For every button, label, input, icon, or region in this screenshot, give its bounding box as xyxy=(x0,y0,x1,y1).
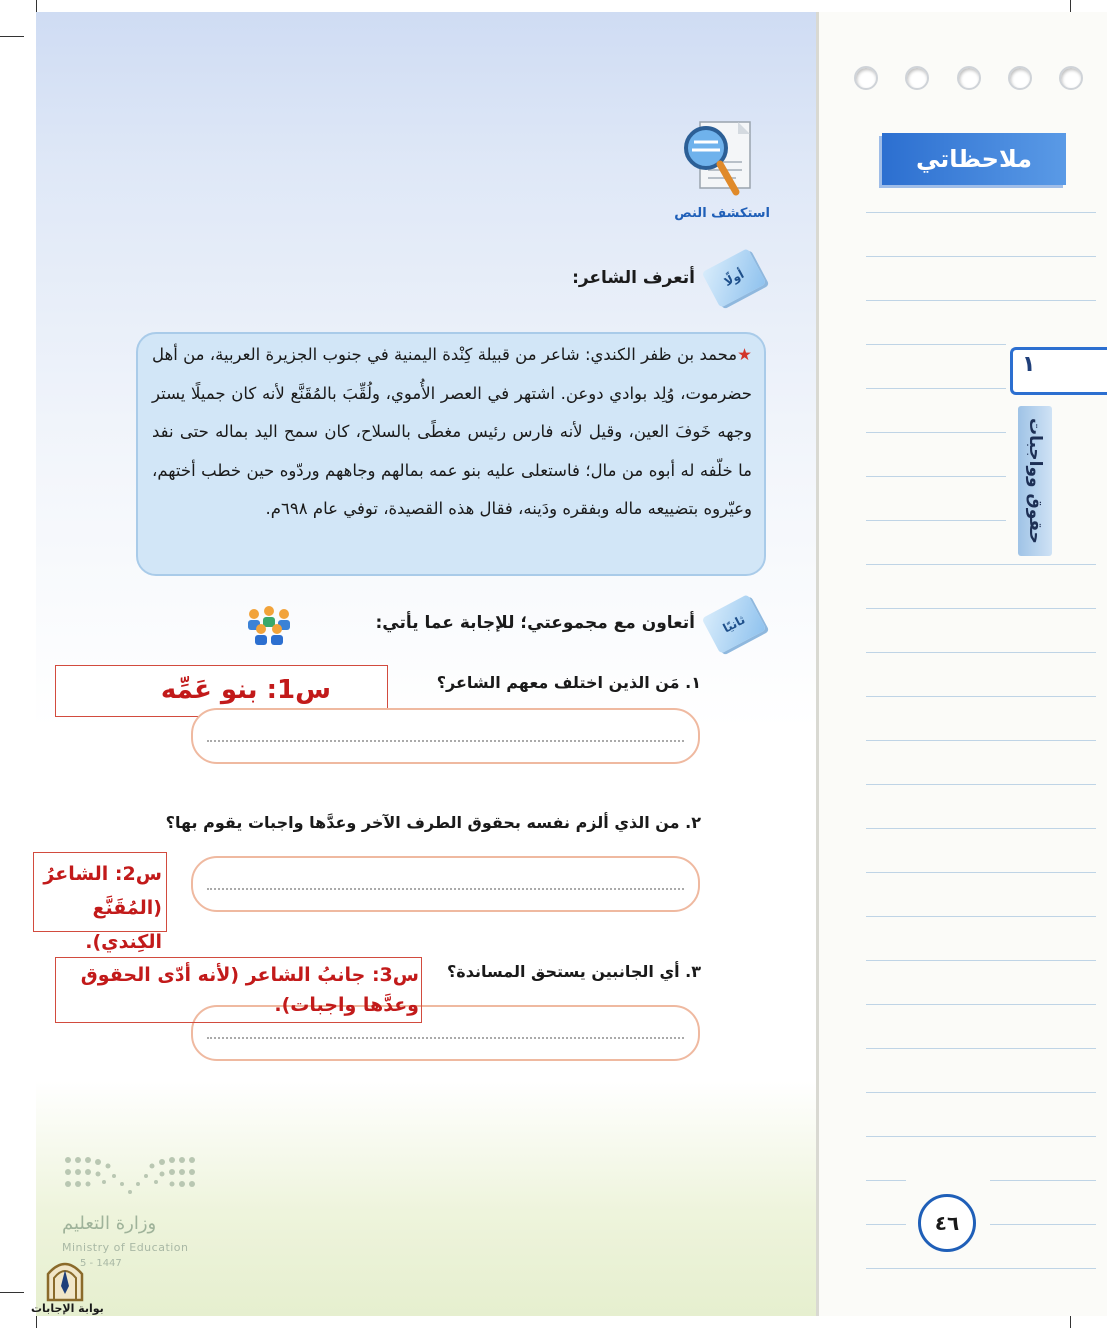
answer-field-1[interactable] xyxy=(191,708,700,764)
answer-field-2[interactable] xyxy=(191,856,700,912)
dotted-line xyxy=(207,1037,684,1039)
note-line xyxy=(866,344,1006,345)
answer-3: س3: جانبُ الشاعر (لأنه أدّى الحقوق وعدَّها واجبات). xyxy=(55,957,422,1023)
notes-title: ملاحظاتي xyxy=(882,133,1066,185)
brand-emblem-icon xyxy=(44,1256,86,1302)
crop-mark xyxy=(0,36,24,37)
dotted-line xyxy=(207,888,684,890)
note-line xyxy=(866,564,1096,565)
binder-ring xyxy=(1008,66,1032,90)
note-line xyxy=(866,300,1096,301)
note-line xyxy=(866,1180,906,1181)
crop-mark xyxy=(0,1292,24,1293)
unit-number: ١ xyxy=(1022,352,1036,377)
section-title-group: أتعاون مع مجموعتي؛ للإجابة عما يأتي: xyxy=(375,613,695,633)
note-line xyxy=(866,740,1096,741)
ministry-year: 5 - 1447 xyxy=(80,1258,122,1269)
answer-2: س2: الشاعرُ (المُقَنَّع الكِندي). xyxy=(33,852,167,932)
note-line xyxy=(866,872,1096,873)
magnifier-document-icon xyxy=(682,118,758,198)
note-line xyxy=(866,520,1006,521)
note-line xyxy=(866,696,1096,697)
unit-title: حقوق وواجبات xyxy=(1025,418,1045,544)
note-line xyxy=(866,476,1006,477)
binder-ring xyxy=(957,66,981,90)
poet-bio-paragraph: محمد بن ظفر الكندي: شاعر من قبيلة كِنْدة اليمنية في جنوب الجزيرة العربية، من أهل حضرموت، وُلِد بوادي دوعن. اشتهر في العصر الأُموي، ولُقِّبَ بالمُقَنَّع لأنه كان جميلًا يستر وجهه خَوفَ العين، وقيل لأنه فارس رئيس مغطًى بالسلاح، كان سمح اليد بماله حتى نفد ما خلّفه له أبوه من مال؛ فاستعلى عليه بنو عمه بمالهم وجاههم وردّوه حين خطب أختهم، وعيّروه بتضييعه ماله وبفقره ودَينه، فقال هذه القصيدة، توفي عام ٦٩٨م. xyxy=(152,345,752,518)
note-line xyxy=(866,960,1096,961)
note-line xyxy=(866,212,1096,213)
section-flag-first: أولًا xyxy=(702,248,767,308)
note-line xyxy=(866,828,1096,829)
note-line xyxy=(866,432,1006,433)
note-line xyxy=(866,1048,1096,1049)
note-line xyxy=(866,784,1096,785)
group-people-icon xyxy=(244,604,294,646)
note-line xyxy=(866,1268,1096,1269)
ministry-logo-icon xyxy=(62,1152,198,1202)
question-2: ٢. من الذي ألزم نفسه بحقوق الطرف الآخر وعدَّها واجبات يقوم بها؟ xyxy=(165,813,701,832)
ministry-name-english: Ministry of Education xyxy=(62,1241,189,1254)
note-line xyxy=(866,1004,1096,1005)
note-line xyxy=(990,1224,1096,1225)
section-flag-second: ثانيًا xyxy=(702,594,767,654)
note-line xyxy=(866,652,1096,653)
note-line xyxy=(866,608,1096,609)
note-line xyxy=(866,1092,1096,1093)
binder-ring xyxy=(1059,66,1083,90)
ministry-name-arabic: وزارة التعليم xyxy=(62,1213,157,1234)
note-line xyxy=(866,916,1096,917)
star-icon: ★ xyxy=(737,345,752,364)
question-3: ٣. أي الجانبين يستحق المساندة؟ xyxy=(446,962,701,981)
explore-text-label: استكشف النص xyxy=(674,206,770,221)
page-number: ٤٦ xyxy=(918,1194,976,1252)
section-title-poet: أتعرف الشاعر: xyxy=(572,268,695,288)
brand-name: بوابة الإجابات xyxy=(31,1302,104,1315)
poet-bio-text xyxy=(152,336,752,529)
note-line xyxy=(866,256,1096,257)
note-line xyxy=(866,1136,1096,1137)
note-line xyxy=(866,1224,906,1225)
answer-1: س1: بنو عَمِّه xyxy=(55,665,388,717)
notes-panel xyxy=(816,12,1107,1316)
note-line xyxy=(990,1180,1096,1181)
binder-ring xyxy=(854,66,878,90)
dotted-line xyxy=(207,740,684,742)
question-1: ١. مَن الذين اختلف معهم الشاعر؟ xyxy=(436,673,701,692)
note-line xyxy=(866,388,1006,389)
binder-ring xyxy=(905,66,929,90)
